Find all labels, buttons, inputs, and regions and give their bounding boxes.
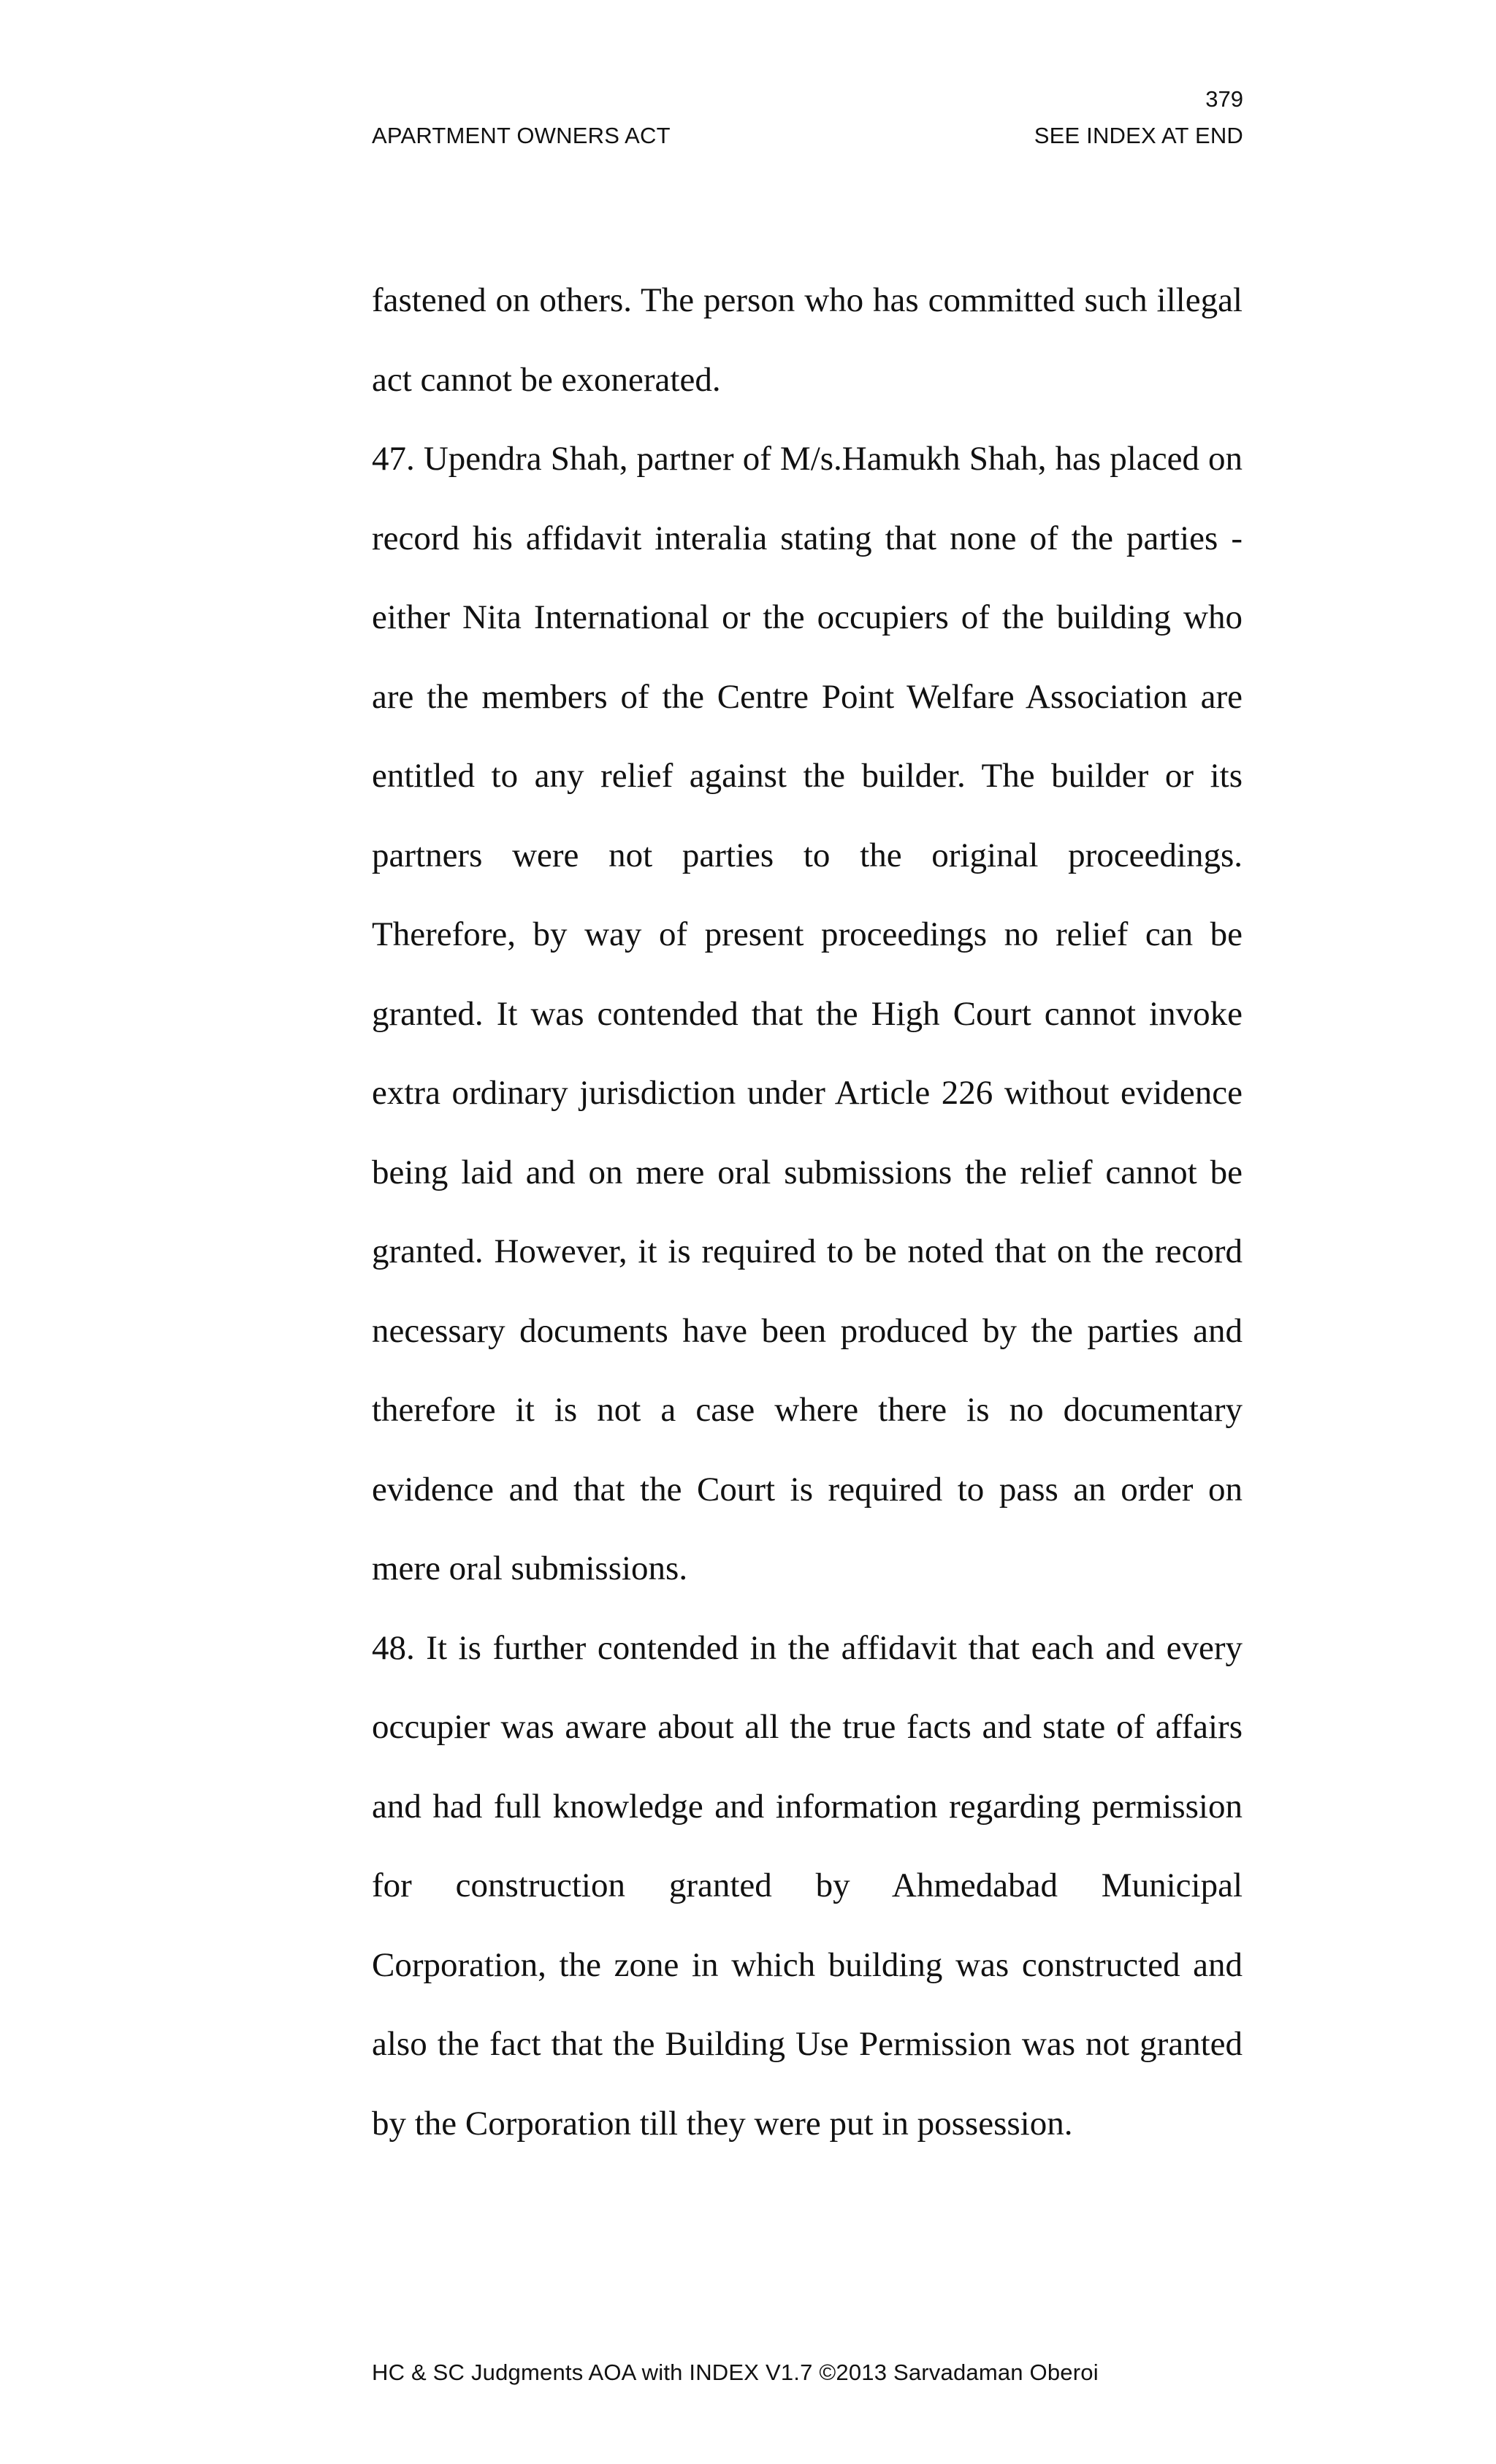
paragraph-48: 48. It is further contended in the affidavit that each and every occupier was aware about all the true facts and state of affairs and had full knowledge and information regarding permission for construction granted by Ahmedabad Municipal Corporation, the zone in which building was constructed and also the fact that the Building Use Permission was not granted by the Corporation till they were put in possession. xyxy=(372,1628,1243,2143)
paragraph-47: 47. Upendra Shah, partner of M/s.Hamukh Shah, has placed on record his affidavit interalia stating that none of the parties - either Nita International or the occupiers of the building who are the members of the Centre Point Welfare Association are entitled to any relief against the builder. The builder or its partners were not parties to the original proceedings. Therefore, by way of present proceedings no relief can be granted. It was contended that the High Court cannot invoke extra ordinary jurisdiction under Article 226 without evidence being laid and on mere oral submissions the relief cannot be granted. However, it is required to be noted that on the record necessary documents have been produced by the parties and therefore it is not a case where there is no documentary evidence and that the Court is required to pass an order on mere oral submissions. xyxy=(372,440,1243,1587)
page-number: 379 xyxy=(1205,86,1243,112)
paragraph-continuation: fastened on others. The person who has committed such illegal act cannot be exonerated. xyxy=(372,281,1243,399)
page-footer: HC & SC Judgments AOA with INDEX V1.7 ©2013 Sarvadaman Oberoi xyxy=(372,2360,1099,2385)
running-header-index-note: SEE INDEX AT END xyxy=(1034,123,1243,148)
running-header-title: APARTMENT OWNERS ACT xyxy=(372,123,671,148)
judgment-body xyxy=(372,261,1243,2163)
